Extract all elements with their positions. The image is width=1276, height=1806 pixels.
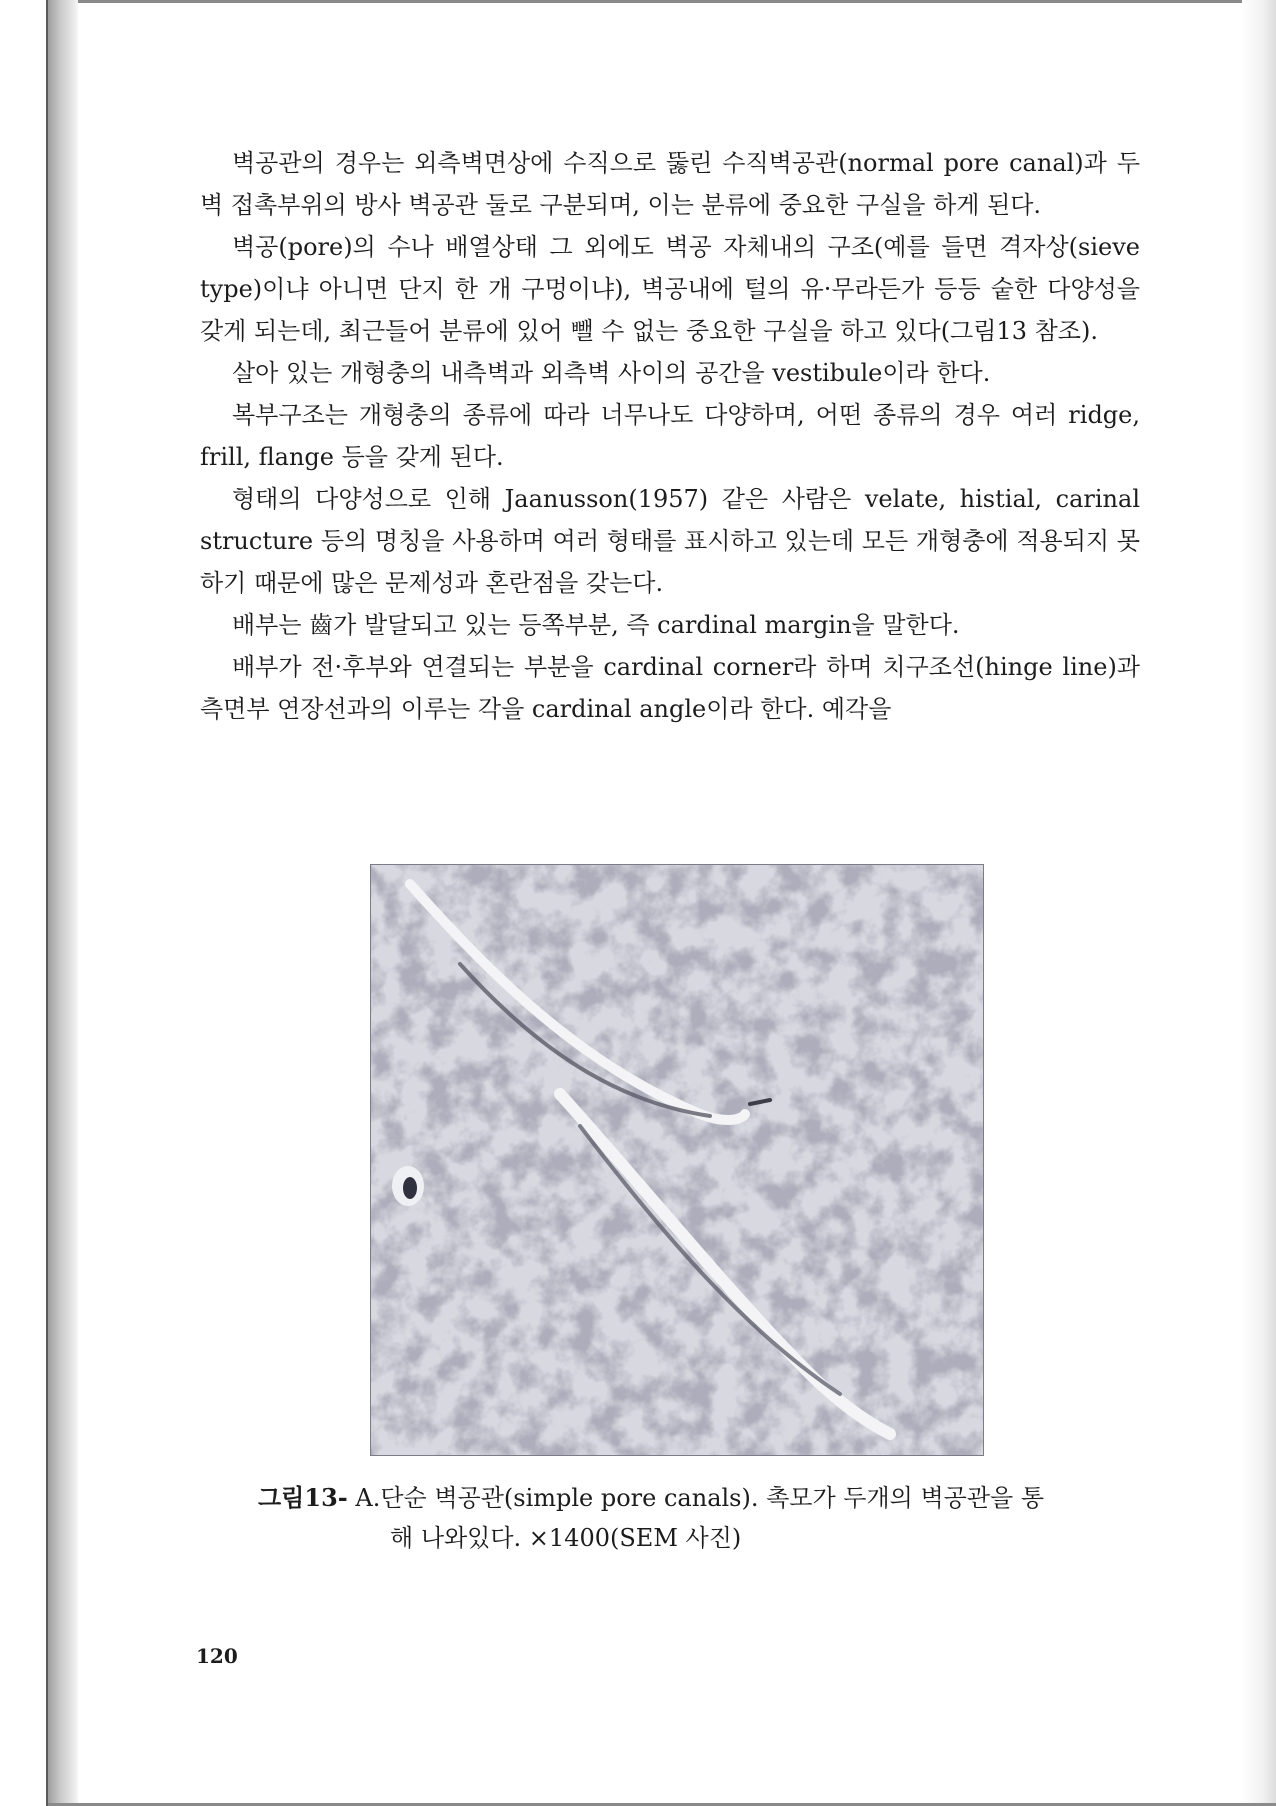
figure-caption [258, 1478, 1118, 1558]
paragraph-dorsal: 배부는 齒가 발달되고 있는 등쪽부분, 즉 cardinal margin을 말한다. [232, 611, 960, 639]
caption-text-1: A.단순 벽공관(simple pore canals). 촉모가 두개의 벽공관을 통 [355, 1484, 1045, 1512]
caption-line-2: 해 나와있다. ×1400(SEM 사진) [390, 1524, 742, 1552]
page-edge-right [1242, 0, 1276, 1806]
body-text [200, 142, 1140, 730]
paragraph-pore-structure: 벽공(pore)의 수나 배열상태 그 외에도 벽공 자체내의 구조(예를 들면 격자상(sieve type)이냐 아니면 단지 한 개 구멍이냐), 벽공내에 털의 유·무라든가 등등 숱한 다양성을 갖게 되는데, 최근들어 분류에 있어 뺄 수 없는 중요한 구실을 하고 있다(그림13 참조). [200, 233, 1140, 345]
paragraph-pore-canal: 벽공관의 경우는 외측벽면상에 수직으로 뚫린 수직벽공관(normal pore canal)과 두 벽 접촉부위의 방사 벽공관 둘로 구분되며, 이는 분류에 중요한 구실을 하게 된다. [200, 149, 1140, 219]
paragraph-cardinal-corner: 배부가 전·후부와 연결되는 부분을 cardinal corner라 하며 치구조선(hinge line)과 측면부 연장선과의 이루는 각을 cardinal angle이라 한다. 예각을 [200, 653, 1140, 723]
paragraph-ventral-structure: 복부구조는 개형충의 종류에 따라 너무나도 다양하며, 어떤 종류의 경우 여러 ridge, frill, flange 등을 갖게 된다. [200, 401, 1140, 471]
paragraph-vestibule: 살아 있는 개형충의 내측벽과 외측벽 사이의 공간을 vestibule이라 한다. [232, 359, 991, 387]
caption-line-1 [258, 1478, 1118, 1518]
book-spine-edge [48, 0, 78, 1806]
page-number: 120 [196, 1644, 238, 1668]
sem-photograph [370, 864, 984, 1456]
paragraph-morphology: 형태의 다양성으로 인해 Jaanusson(1957) 같은 사람은 velate, histial, carinal structure 등의 명칭을 사용하며 여러 형태를 표시하고 있는데 모든 개형충에 적용되지 못하기 때문에 많은 문제성과 혼란점을 갖는다. [200, 485, 1140, 597]
sem-photograph-image [370, 864, 984, 1456]
caption-label: 그림13- [258, 1483, 348, 1512]
page-edge-top [48, 0, 1276, 3]
